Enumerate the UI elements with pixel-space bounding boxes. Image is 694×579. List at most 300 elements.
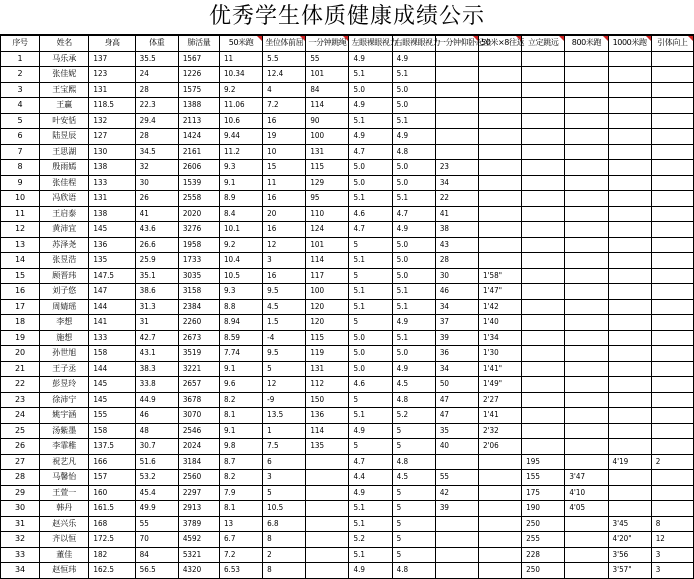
table-cell[interactable]: 9.1 [219, 423, 262, 439]
table-cell[interactable]: 8 [1, 160, 40, 176]
table-cell[interactable]: 4.6 [349, 206, 392, 222]
table-cell[interactable]: 姚宇涵 [40, 408, 89, 424]
table-cell[interactable]: 2161 [178, 144, 219, 160]
table-cell[interactable] [565, 330, 608, 346]
table-cell[interactable] [479, 82, 522, 98]
table-cell[interactable]: 33 [1, 547, 40, 563]
table-cell[interactable] [565, 82, 608, 98]
table-cell[interactable] [608, 330, 651, 346]
table-cell[interactable]: 5.1 [349, 113, 392, 129]
column-header[interactable]: 1000米跑 [608, 36, 651, 52]
table-cell[interactable]: 45.4 [135, 485, 178, 501]
table-cell[interactable]: 5.0 [349, 330, 392, 346]
table-cell[interactable]: 190 [522, 501, 565, 517]
table-cell[interactable]: 5 [392, 423, 435, 439]
table-cell[interactable]: 3678 [178, 392, 219, 408]
table-cell[interactable]: 3 [1, 82, 40, 98]
table-cell[interactable]: 43.1 [135, 346, 178, 362]
table-cell[interactable] [522, 222, 565, 238]
table-cell[interactable]: 1539 [178, 175, 219, 191]
table-cell[interactable]: 38.6 [135, 284, 178, 300]
table-cell[interactable]: 32 [1, 532, 40, 548]
table-cell[interactable] [565, 392, 608, 408]
table-cell[interactable]: 3 [263, 253, 306, 269]
table-cell[interactable]: 161.5 [89, 501, 135, 517]
table-cell[interactable]: 赵兴乐 [40, 516, 89, 532]
table-cell[interactable]: 殷雨嫣 [40, 160, 89, 176]
table-cell[interactable]: 5.0 [392, 346, 435, 362]
table-cell[interactable] [651, 408, 693, 424]
table-cell[interactable]: 4320 [178, 563, 219, 579]
table-cell[interactable] [651, 299, 693, 315]
table-cell[interactable] [522, 82, 565, 98]
table-cell[interactable]: 44.9 [135, 392, 178, 408]
table-cell[interactable]: 130 [89, 144, 135, 160]
table-cell[interactable]: 3'45 [608, 516, 651, 532]
table-cell[interactable] [608, 346, 651, 362]
table-cell[interactable] [522, 175, 565, 191]
table-cell[interactable]: 11.2 [219, 144, 262, 160]
table-cell[interactable]: 123 [89, 67, 135, 83]
table-cell[interactable]: 5 [349, 392, 392, 408]
table-cell[interactable] [522, 439, 565, 455]
table-cell[interactable] [608, 408, 651, 424]
table-cell[interactable]: 31.3 [135, 299, 178, 315]
table-cell[interactable]: 5.0 [392, 175, 435, 191]
table-cell[interactable]: 28 [1, 470, 40, 486]
table-cell[interactable] [651, 253, 693, 269]
table-cell[interactable]: 1 [1, 51, 40, 67]
table-cell[interactable]: 24 [135, 67, 178, 83]
table-cell[interactable]: 5.0 [392, 160, 435, 176]
table-cell[interactable]: 4.9 [392, 315, 435, 331]
table-cell[interactable]: 9.5 [263, 284, 306, 300]
table-cell[interactable]: 7.9 [219, 485, 262, 501]
table-cell[interactable] [522, 51, 565, 67]
table-cell[interactable]: 114 [306, 253, 349, 269]
table-cell[interactable]: 5.0 [349, 175, 392, 191]
table-cell[interactable]: -9 [263, 392, 306, 408]
table-cell[interactable]: 5.1 [349, 547, 392, 563]
table-cell[interactable]: 28 [135, 129, 178, 145]
table-cell[interactable] [608, 268, 651, 284]
table-cell[interactable] [306, 470, 349, 486]
table-cell[interactable] [565, 98, 608, 114]
table-cell[interactable]: 12 [263, 237, 306, 253]
table-cell[interactable]: 8.94 [219, 315, 262, 331]
table-cell[interactable]: 90 [306, 113, 349, 129]
table-cell[interactable] [565, 191, 608, 207]
table-cell[interactable] [651, 144, 693, 160]
table-cell[interactable]: 1'47" [479, 284, 522, 300]
table-cell[interactable] [435, 516, 478, 532]
table-cell[interactable]: 15 [263, 160, 306, 176]
table-cell[interactable] [435, 547, 478, 563]
table-cell[interactable] [435, 129, 478, 145]
table-cell[interactable]: 祝艺凡 [40, 454, 89, 470]
table-cell[interactable]: 39 [435, 501, 478, 517]
table-cell[interactable] [565, 408, 608, 424]
table-cell[interactable]: 5.0 [392, 253, 435, 269]
table-cell[interactable]: 34 [435, 175, 478, 191]
table-cell[interactable] [608, 98, 651, 114]
table-cell[interactable]: 5 [349, 268, 392, 284]
table-cell[interactable]: 5.0 [392, 237, 435, 253]
table-cell[interactable]: 12 [651, 532, 693, 548]
table-cell[interactable]: 叶安恬 [40, 113, 89, 129]
table-cell[interactable]: 145 [89, 377, 135, 393]
table-cell[interactable] [608, 284, 651, 300]
table-cell[interactable] [479, 67, 522, 83]
table-cell[interactable]: 1'49" [479, 377, 522, 393]
table-cell[interactable]: 12 [263, 377, 306, 393]
table-cell[interactable]: 38 [435, 222, 478, 238]
table-cell[interactable] [435, 51, 478, 67]
table-cell[interactable]: 王赢 [40, 98, 89, 114]
table-cell[interactable]: 5.1 [392, 330, 435, 346]
table-cell[interactable]: 56.5 [135, 563, 178, 579]
table-cell[interactable]: 3'56 [608, 547, 651, 563]
table-cell[interactable] [565, 237, 608, 253]
table-cell[interactable]: 135 [306, 439, 349, 455]
table-cell[interactable]: 4.7 [349, 144, 392, 160]
table-cell[interactable]: 119 [306, 346, 349, 362]
table-cell[interactable]: 29 [1, 485, 40, 501]
table-cell[interactable]: 158 [89, 346, 135, 362]
table-cell[interactable]: 5.0 [392, 82, 435, 98]
table-cell[interactable] [522, 237, 565, 253]
table-cell[interactable]: 53.2 [135, 470, 178, 486]
table-cell[interactable] [608, 175, 651, 191]
table-cell[interactable]: 13 [1, 237, 40, 253]
table-cell[interactable]: 顾晋玮 [40, 268, 89, 284]
table-cell[interactable]: 35.1 [135, 268, 178, 284]
table-cell[interactable]: 5 [392, 485, 435, 501]
table-cell[interactable]: 255 [522, 532, 565, 548]
table-cell[interactable] [479, 501, 522, 517]
table-cell[interactable]: 5 [263, 361, 306, 377]
table-cell[interactable]: 16 [263, 113, 306, 129]
table-cell[interactable]: 11 [1, 206, 40, 222]
table-cell[interactable]: 1'34 [479, 330, 522, 346]
table-cell[interactable] [651, 175, 693, 191]
table-cell[interactable]: 5.1 [392, 67, 435, 83]
table-cell[interactable] [522, 377, 565, 393]
table-cell[interactable]: 31 [1, 516, 40, 532]
table-cell[interactable]: 14 [1, 253, 40, 269]
table-cell[interactable]: 彭昱玲 [40, 377, 89, 393]
table-cell[interactable]: 5.2 [392, 408, 435, 424]
table-cell[interactable]: 8.1 [219, 408, 262, 424]
table-cell[interactable] [651, 268, 693, 284]
table-cell[interactable] [565, 315, 608, 331]
table-cell[interactable]: 5 [392, 547, 435, 563]
table-cell[interactable] [608, 423, 651, 439]
table-cell[interactable]: 4.8 [392, 392, 435, 408]
table-cell[interactable] [565, 454, 608, 470]
table-cell[interactable] [608, 129, 651, 145]
table-cell[interactable]: 5.1 [349, 191, 392, 207]
table-cell[interactable]: 101 [306, 67, 349, 83]
table-cell[interactable]: 2913 [178, 501, 219, 517]
column-header[interactable]: 身高 [89, 36, 135, 52]
table-cell[interactable]: 9.44 [219, 129, 262, 145]
table-cell[interactable]: 34 [435, 361, 478, 377]
table-cell[interactable] [565, 51, 608, 67]
table-cell[interactable] [479, 191, 522, 207]
table-cell[interactable]: 5 [392, 532, 435, 548]
table-cell[interactable] [522, 129, 565, 145]
table-cell[interactable]: 2558 [178, 191, 219, 207]
table-cell[interactable] [565, 547, 608, 563]
table-cell[interactable]: 118.5 [89, 98, 135, 114]
table-cell[interactable] [651, 392, 693, 408]
table-cell[interactable]: 16 [263, 268, 306, 284]
table-cell[interactable]: 155 [89, 408, 135, 424]
table-cell[interactable]: 32 [135, 160, 178, 176]
table-cell[interactable]: 2'27 [479, 392, 522, 408]
table-cell[interactable]: 9.8 [219, 439, 262, 455]
table-cell[interactable] [522, 408, 565, 424]
table-cell[interactable]: 30 [135, 175, 178, 191]
table-cell[interactable] [651, 346, 693, 362]
table-cell[interactable]: 34 [435, 299, 478, 315]
table-cell[interactable]: 4'05 [565, 501, 608, 517]
table-cell[interactable] [565, 346, 608, 362]
table-cell[interactable]: 1'40 [479, 315, 522, 331]
table-cell[interactable]: 2113 [178, 113, 219, 129]
table-cell[interactable]: 9.3 [219, 284, 262, 300]
table-cell[interactable]: 李想 [40, 315, 89, 331]
table-cell[interactable]: 150 [306, 392, 349, 408]
table-cell[interactable]: 24 [1, 408, 40, 424]
table-cell[interactable]: 王子丞 [40, 361, 89, 377]
table-cell[interactable]: 155 [522, 470, 565, 486]
table-cell[interactable]: 10.5 [263, 501, 306, 517]
table-cell[interactable]: 4 [263, 82, 306, 98]
table-cell[interactable]: 5.5 [263, 51, 306, 67]
table-cell[interactable]: 4.9 [392, 129, 435, 145]
table-cell[interactable]: 47 [435, 408, 478, 424]
table-cell[interactable] [435, 67, 478, 83]
table-cell[interactable]: 张昱浩 [40, 253, 89, 269]
table-cell[interactable] [522, 144, 565, 160]
table-cell[interactable]: 112 [306, 377, 349, 393]
table-cell[interactable] [651, 361, 693, 377]
table-cell[interactable]: 1733 [178, 253, 219, 269]
table-cell[interactable]: 136 [89, 237, 135, 253]
table-cell[interactable] [522, 113, 565, 129]
table-cell[interactable] [522, 98, 565, 114]
table-cell[interactable]: 7.5 [263, 439, 306, 455]
table-cell[interactable]: 4.7 [392, 206, 435, 222]
table-cell[interactable]: 张佳程 [40, 175, 89, 191]
table-cell[interactable]: 3035 [178, 268, 219, 284]
table-cell[interactable]: 马馨怡 [40, 470, 89, 486]
table-cell[interactable]: 5 [263, 485, 306, 501]
table-cell[interactable] [479, 253, 522, 269]
table-cell[interactable]: 22.3 [135, 98, 178, 114]
table-cell[interactable]: 7.2 [263, 98, 306, 114]
table-cell[interactable] [522, 268, 565, 284]
table-cell[interactable]: 5.1 [392, 113, 435, 129]
table-cell[interactable] [306, 547, 349, 563]
table-cell[interactable]: 10.6 [219, 113, 262, 129]
table-cell[interactable] [306, 501, 349, 517]
table-cell[interactable]: 55 [135, 516, 178, 532]
table-cell[interactable]: 23 [435, 160, 478, 176]
table-cell[interactable]: 127 [89, 129, 135, 145]
table-cell[interactable]: 228 [522, 547, 565, 563]
table-cell[interactable]: 4.7 [349, 454, 392, 470]
table-cell[interactable] [651, 222, 693, 238]
table-cell[interactable]: 8 [263, 532, 306, 548]
table-cell[interactable]: 131 [306, 361, 349, 377]
table-cell[interactable]: 王启泰 [40, 206, 89, 222]
table-cell[interactable] [565, 160, 608, 176]
table-cell[interactable] [306, 454, 349, 470]
table-cell[interactable]: 120 [306, 315, 349, 331]
table-cell[interactable]: 6.53 [219, 563, 262, 579]
table-cell[interactable]: 8.8 [219, 299, 262, 315]
table-cell[interactable]: 4.9 [349, 98, 392, 114]
table-cell[interactable]: 49.9 [135, 501, 178, 517]
table-cell[interactable]: 11 [219, 51, 262, 67]
table-cell[interactable] [306, 532, 349, 548]
table-cell[interactable] [522, 361, 565, 377]
table-cell[interactable]: 1567 [178, 51, 219, 67]
table-cell[interactable] [522, 315, 565, 331]
table-cell[interactable]: 41 [135, 206, 178, 222]
table-cell[interactable]: 4'19 [608, 454, 651, 470]
table-cell[interactable]: 5.1 [392, 284, 435, 300]
table-cell[interactable]: 11 [263, 175, 306, 191]
table-cell[interactable]: 141 [89, 315, 135, 331]
table-cell[interactable]: 1575 [178, 82, 219, 98]
table-cell[interactable]: 3221 [178, 361, 219, 377]
table-cell[interactable] [565, 299, 608, 315]
table-cell[interactable]: 250 [522, 516, 565, 532]
table-cell[interactable]: 30.7 [135, 439, 178, 455]
table-cell[interactable] [651, 191, 693, 207]
table-cell[interactable]: 131 [306, 144, 349, 160]
table-cell[interactable] [565, 253, 608, 269]
column-header[interactable]: 800米跑 [565, 36, 608, 52]
column-header[interactable]: 序号 [1, 36, 40, 52]
table-cell[interactable] [479, 516, 522, 532]
table-cell[interactable] [608, 299, 651, 315]
table-cell[interactable] [479, 129, 522, 145]
table-cell[interactable] [479, 175, 522, 191]
table-cell[interactable]: 3 [651, 547, 693, 563]
table-cell[interactable] [651, 98, 693, 114]
table-cell[interactable]: 1'41 [479, 408, 522, 424]
table-cell[interactable]: 28 [135, 82, 178, 98]
table-cell[interactable] [651, 129, 693, 145]
table-cell[interactable] [651, 113, 693, 129]
table-cell[interactable]: 3070 [178, 408, 219, 424]
column-header[interactable]: 姓名 [40, 36, 89, 52]
table-cell[interactable]: 董佳 [40, 547, 89, 563]
table-cell[interactable]: 4.5 [392, 377, 435, 393]
column-header[interactable]: 50米跑 [219, 36, 262, 52]
table-cell[interactable]: 4.5 [263, 299, 306, 315]
table-cell[interactable]: 1'30 [479, 346, 522, 362]
table-cell[interactable] [479, 547, 522, 563]
table-cell[interactable]: 4'20" [608, 532, 651, 548]
table-cell[interactable]: 4.8 [392, 144, 435, 160]
table-cell[interactable]: 4.9 [392, 361, 435, 377]
table-cell[interactable]: 137.5 [89, 439, 135, 455]
table-cell[interactable]: 19 [263, 129, 306, 145]
table-cell[interactable]: 韩丹 [40, 501, 89, 517]
table-cell[interactable]: 40 [435, 439, 478, 455]
table-cell[interactable] [608, 470, 651, 486]
table-cell[interactable]: 168 [89, 516, 135, 532]
column-header[interactable]: 一分钟仰卧起坐 [435, 36, 478, 52]
table-cell[interactable]: 117 [306, 268, 349, 284]
table-cell[interactable]: 2657 [178, 377, 219, 393]
table-cell[interactable] [565, 532, 608, 548]
table-cell[interactable]: 冯欣语 [40, 191, 89, 207]
table-cell[interactable]: 4.9 [349, 51, 392, 67]
table-cell[interactable]: 4.4 [349, 470, 392, 486]
table-cell[interactable] [435, 144, 478, 160]
table-cell[interactable]: 2 [651, 454, 693, 470]
table-cell[interactable]: 114 [306, 98, 349, 114]
table-cell[interactable]: 5.1 [349, 253, 392, 269]
table-cell[interactable] [651, 82, 693, 98]
table-cell[interactable]: 1.5 [263, 315, 306, 331]
table-cell[interactable]: 2'32 [479, 423, 522, 439]
table-cell[interactable]: 张佳妮 [40, 67, 89, 83]
table-cell[interactable]: 26 [1, 439, 40, 455]
table-cell[interactable]: 132 [89, 113, 135, 129]
table-cell[interactable]: 137 [89, 51, 135, 67]
table-cell[interactable]: 8.2 [219, 392, 262, 408]
table-cell[interactable]: 145 [89, 222, 135, 238]
table-cell[interactable]: 138 [89, 160, 135, 176]
table-cell[interactable]: 138 [89, 206, 135, 222]
table-cell[interactable]: 4.8 [392, 563, 435, 579]
table-cell[interactable]: 1'42 [479, 299, 522, 315]
table-cell[interactable] [565, 439, 608, 455]
table-cell[interactable]: 114 [306, 423, 349, 439]
table-cell[interactable] [651, 160, 693, 176]
table-cell[interactable] [608, 253, 651, 269]
table-cell[interactable] [651, 67, 693, 83]
table-cell[interactable]: 4.9 [349, 563, 392, 579]
table-cell[interactable]: 19 [1, 330, 40, 346]
table-cell[interactable]: 1424 [178, 129, 219, 145]
table-cell[interactable]: 2673 [178, 330, 219, 346]
table-cell[interactable] [306, 485, 349, 501]
table-cell[interactable]: 135 [89, 253, 135, 269]
table-cell[interactable]: 9.2 [219, 82, 262, 98]
table-cell[interactable] [479, 98, 522, 114]
table-cell[interactable] [651, 51, 693, 67]
table-cell[interactable]: 13 [219, 516, 262, 532]
table-cell[interactable]: 147.5 [89, 268, 135, 284]
table-cell[interactable]: 18 [1, 315, 40, 331]
table-cell[interactable]: 157 [89, 470, 135, 486]
table-cell[interactable]: 汤紫墨 [40, 423, 89, 439]
table-cell[interactable]: 5 [349, 237, 392, 253]
table-cell[interactable]: 8.2 [219, 470, 262, 486]
table-cell[interactable]: 8.9 [219, 191, 262, 207]
table-cell[interactable] [608, 501, 651, 517]
table-cell[interactable]: 26.6 [135, 237, 178, 253]
